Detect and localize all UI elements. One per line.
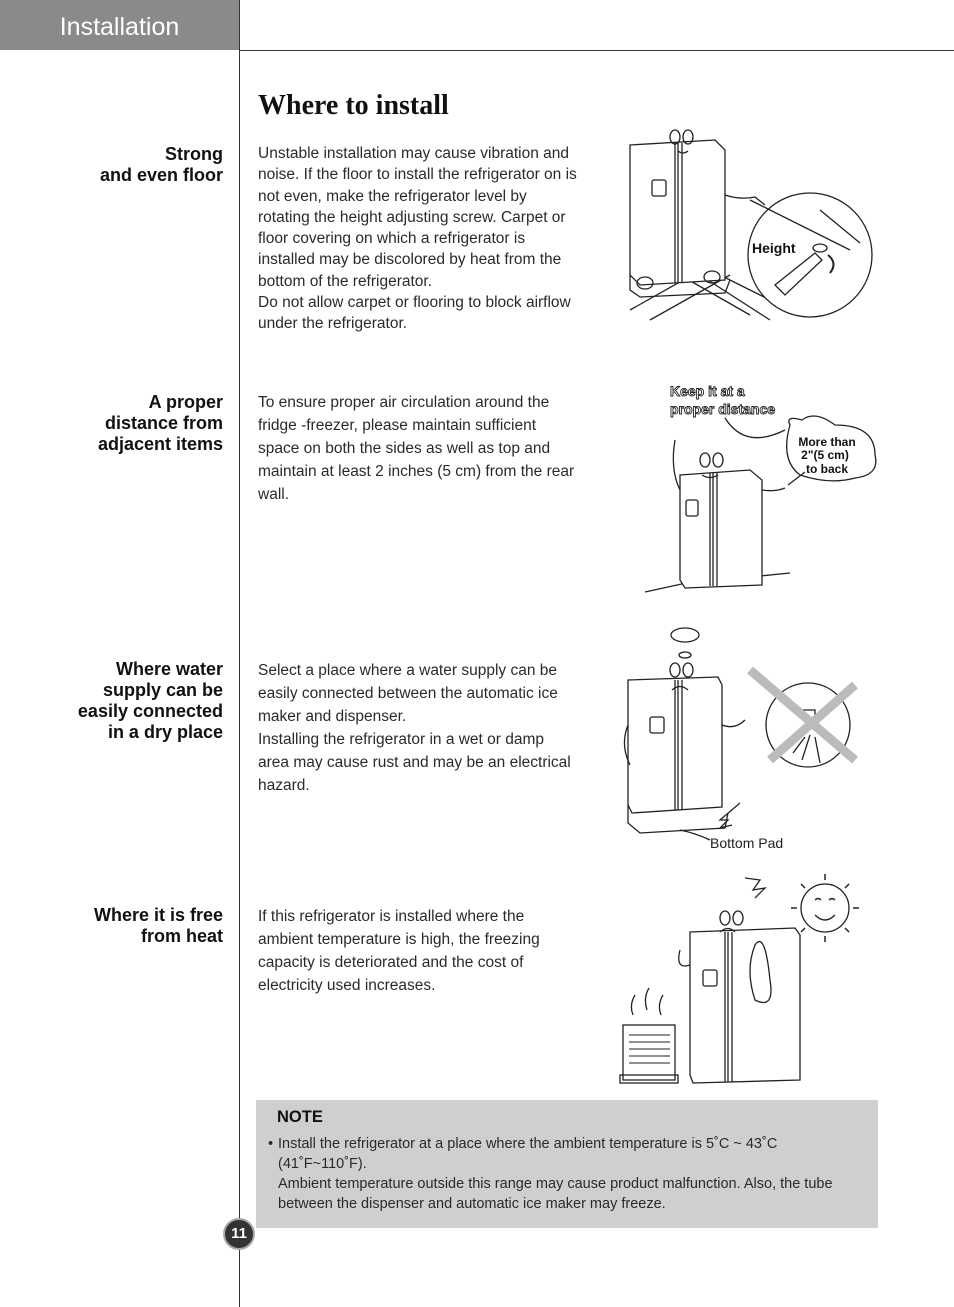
distance-bubble-line3: to back bbox=[805, 462, 849, 476]
note-line-2: Ambient temperature outside this range may cause product malfunction. Also, the tube between the dispenser and automatic ice maker may freeze. bbox=[278, 1176, 833, 1212]
bottom-pad-label: Bottom Pad bbox=[710, 835, 784, 851]
fridge-level-illustration bbox=[600, 125, 890, 325]
section-3-body: Select a place where a water supply can be easily connected between the automatic ice maker and dispenser. Installing the refrigerator in a wet or damp area may cause rust and may be an electrical hazard. bbox=[258, 662, 571, 794]
note-line-1: Install the refrigerator at a place where the ambient temperature is 5˚C ~ 43˚C (41˚F~110˚F). bbox=[278, 1136, 778, 1172]
header-rule bbox=[239, 50, 954, 51]
section-1-body: Unstable installation may cause vibration and noise. If the floor to install the refrigerator on is not even, make the refrigerator level by rotating the height adjusting screw. Carpet or floor covering on which a refrigerator is installed may be discolored by heat from the bottom of the refrigerator. Do not allow carpet or flooring to block airflow under the refrigerator. bbox=[258, 145, 577, 333]
note-box bbox=[256, 1100, 878, 1228]
note-title: NOTE bbox=[277, 1108, 323, 1126]
note-body bbox=[268, 1134, 858, 1214]
section-2-body: To ensure proper air circulation around the fridge -freezer, please maintain sufficient space on both the sides as well as top and maintain at least 2 inches (5 cm) from the rear wall. bbox=[258, 394, 575, 503]
section-4-body: If this refrigerator is installed where the ambient temperature is high, the freezing capacity is deteriorated and the cost of electricity used increases. bbox=[258, 908, 540, 994]
section-3-heading: Where water supply can be easily connected in a dry place bbox=[77, 659, 223, 742]
distance-bubble-line2: 2"(5 cm) bbox=[801, 448, 849, 462]
margin-rule bbox=[239, 0, 240, 1307]
fridge-heat-illustration bbox=[615, 870, 865, 1090]
section-2-heading: A proper distance from adjacent items bbox=[97, 392, 223, 454]
note-bullet: • bbox=[268, 1136, 274, 1152]
distance-bubble-line1: More than bbox=[798, 435, 856, 449]
section-tab: Installation bbox=[0, 0, 239, 50]
page-number: 11 bbox=[223, 1218, 255, 1250]
fridge-distance-illustration bbox=[640, 380, 890, 600]
page-title: Where to install bbox=[258, 90, 449, 121]
fridge-water-illustration bbox=[610, 625, 880, 860]
height-label: Height bbox=[752, 240, 796, 256]
section-4-heading: Where it is free from heat bbox=[93, 905, 223, 946]
keep-label-line2: proper distance bbox=[670, 401, 776, 417]
keep-label-line1: Keep it at a bbox=[670, 383, 745, 399]
section-1-heading: Strong and even floor bbox=[99, 144, 223, 185]
